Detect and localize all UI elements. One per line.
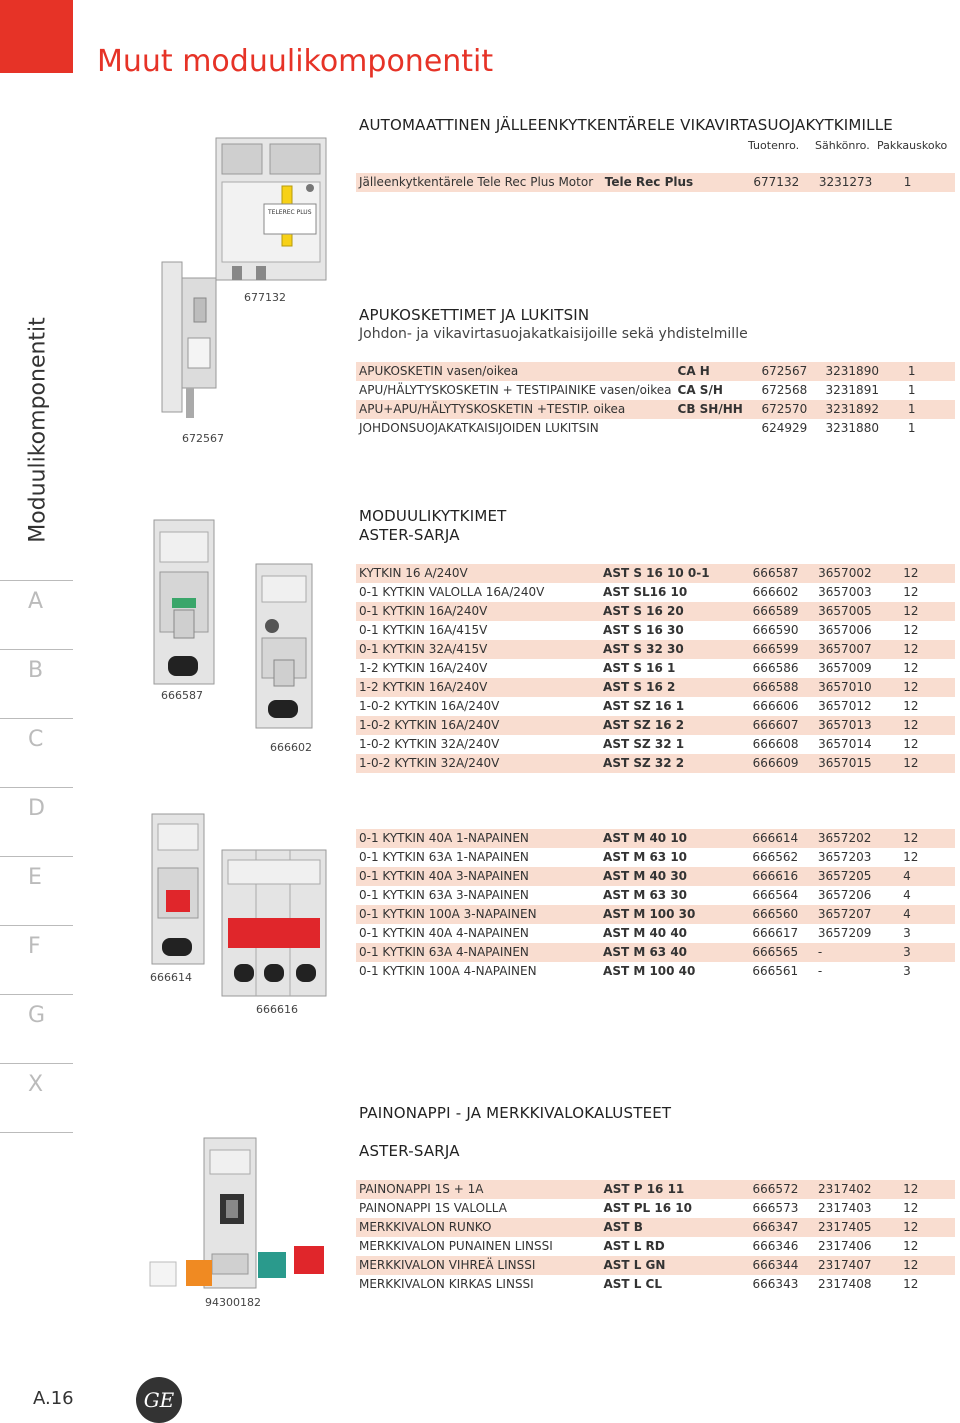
table-cell: 666573 [752,1201,799,1215]
table-cell: AST S 16 2 [600,678,750,697]
table-row [356,924,955,943]
table-cell: AST M 100 40 [603,964,696,978]
table-cell: 666616 [749,867,815,886]
table-cell: 666561 [752,964,799,978]
table-cell: 666588 [750,678,815,697]
letter-index-x[interactable]: X [0,1064,73,1133]
table-row [356,381,955,400]
table-cell: MERKKIVALON VIHREÄ LINSSI [356,1256,600,1275]
table-cell: 624929 [761,421,808,435]
table-cell: 666608 [752,737,799,751]
table-row [356,829,955,848]
apu-table [356,362,955,438]
table-cell: AST S 16 10 0-1 [600,564,750,583]
table-cell: 1 [907,421,916,435]
table-cell: AST M 63 30 [603,888,688,902]
page-title: Muut moduulikomponentit [97,44,494,79]
table-row [356,419,955,438]
table-cell: 666572 [750,1180,816,1199]
table-row [356,564,955,583]
header-product-no: Tuotenro. [748,139,800,152]
product-image-switch-666614 [148,810,208,968]
letter-index-a[interactable]: A [0,581,73,650]
table-cell: 666606 [752,699,799,713]
table-cell: 666587 [750,564,815,583]
table-row [356,659,955,678]
table-cell: APUKOSKETIN vasen/oikea [356,362,675,381]
apu-section-subtitle: Johdon- ja vikavirtasuojakatkaisijoille sekä yhdistelmille [359,326,748,342]
letter-index-b[interactable]: B [0,650,73,719]
table-cell: MERKKIVALON PUNAINEN LINSSI [359,1239,553,1253]
table-cell: 1-0-2 KYTKIN 32A/240V [356,754,600,773]
table-cell: MERKKIVALON RUNKO [356,1218,600,1237]
table-cell: 3657002 [815,564,900,583]
table-cell: 666590 [752,623,799,637]
relay-table [356,173,955,192]
table-cell: 3657206 [817,888,872,902]
table-cell: 3657209 [817,926,872,940]
table-row [356,400,955,419]
side-label: Moduulikomponentit [25,317,51,543]
table-cell: 12 [903,737,919,751]
letter-index-g[interactable]: G [0,995,73,1064]
table-cell: 12 [903,623,919,637]
switches-section-subtitle: ASTER-SARJA [359,526,460,544]
table-cell: 666562 [752,850,799,864]
table-cell: 1-2 KYTKIN 16A/240V [359,661,488,675]
product-image-switch-666587 [150,516,220,688]
table-cell: 1-0-2 KYTKIN 32A/240V [359,737,500,751]
relay-section-title: AUTOMAATTINEN JÄLLEENKYTKENTÄRELE VIKAVIRTASUOJAKYTKIMILLE [359,116,893,134]
table-row [356,716,955,735]
table-cell: 0-1 KYTKIN VALOLLA 16A/240V [359,585,545,599]
table-row [356,867,955,886]
table-cell: 3657006 [818,623,872,637]
switches-table-b [356,829,955,981]
table-cell: 12 [900,1256,955,1275]
table-cell: AST SZ 16 2 [600,716,750,735]
product-image-switch-666616 [218,846,330,1000]
table-row [356,848,955,867]
header-electric-no: Sähkönro. [815,139,870,152]
table-cell: 12 [903,850,919,864]
table-row [356,1218,955,1237]
table-row [356,678,955,697]
table-cell: AST SZ 16 1 [603,699,685,713]
page-number: A.16 [33,1388,74,1409]
table-cell: 666607 [750,716,815,735]
table-cell: 2317406 [818,1239,872,1253]
table-cell: MERKKIVALON KIRKAS LINSSI [359,1277,534,1291]
table-cell: 672570 [758,400,822,419]
table-row [356,602,955,621]
table-row [356,754,955,773]
caption-666587: 666587 [161,689,203,702]
table-cell: AST M 63 10 [603,850,688,864]
table-cell: 3 [903,964,911,978]
table-row [356,1275,955,1294]
buttons-section-subtitle: ASTER-SARJA [359,1142,460,1160]
ge-logo: GE [136,1377,182,1423]
product-image-pushbutton-set [146,1134,332,1294]
table-cell: 12 [900,564,955,583]
table-cell: AST PL 16 10 [603,1201,692,1215]
product-image-aux-contact [158,258,220,423]
table-cell: Tele Rec Plus [602,173,751,192]
table-cell: Jälleenkytkentärele Tele Rec Plus Motor [356,173,602,192]
table-cell: AST M 63 40 [600,943,749,962]
table-cell: 0-1 KYTKIN 63A 4-NAPAINEN [356,943,600,962]
table-cell: AST M 40 30 [600,867,749,886]
table-cell: 3657015 [815,754,900,773]
table-cell: JOHDONSUOJAKATKAISIJOIDEN LUKITSIN [359,421,599,435]
table-cell: 1-2 KYTKIN 16A/240V [356,678,600,697]
table-cell: 3657009 [818,661,872,675]
table-cell: 0-1 KYTKIN 40A 3-NAPAINEN [356,867,600,886]
table-cell: 4 [900,905,955,924]
buttons-table [356,1180,955,1294]
table-cell: AST L CL [603,1277,663,1291]
table-cell: 1 [905,400,955,419]
telerec-label: TELEREC PLUS [268,209,312,216]
letter-index-e[interactable]: E [0,857,73,926]
table-cell: AST M 40 40 [603,926,688,940]
caption-677132: 677132 [244,291,286,304]
table-cell: 666599 [750,640,815,659]
table-cell: AST SZ 32 2 [600,754,750,773]
table-cell: 12 [900,829,955,848]
table-cell: 2317402 [815,1180,900,1199]
table-cell: 0-1 KYTKIN 16A/240V [356,602,600,621]
table-cell: 3657007 [815,640,900,659]
table-cell: - [815,943,900,962]
table-cell: 1 [905,362,955,381]
table-row [356,362,955,381]
table-cell: 1-0-2 KYTKIN 16A/240V [356,716,600,735]
table-cell: 0-1 KYTKIN 40A 1-NAPAINEN [356,829,600,848]
table-cell [675,419,759,438]
table-cell: 3657205 [815,867,900,886]
caption-666614: 666614 [150,971,192,984]
table-cell: AST SL16 10 [603,585,688,599]
table-cell: 12 [903,1201,919,1215]
table-cell: PAINONAPPI 1S VALOLLA [359,1201,507,1215]
table-cell: 1 [907,383,916,397]
table-cell: 3657005 [815,602,900,621]
table-cell: 3 [900,943,955,962]
section-color-tab [0,0,73,73]
table-cell: 3657014 [818,737,872,751]
table-cell: AST S 32 30 [600,640,750,659]
table-cell: - [817,964,823,978]
table-cell: 666614 [749,829,815,848]
table-cell: 1-0-2 KYTKIN 16A/240V [359,699,500,713]
table-cell: 1 [901,173,955,192]
table-cell: AST P 16 11 [600,1180,749,1199]
header-pack-size: Pakkauskoko [877,139,948,152]
table-cell: 4 [903,888,911,902]
table-cell: 666602 [752,585,799,599]
table-cell: 666617 [752,926,799,940]
table-cell: 666586 [752,661,799,675]
caption-94300182: 94300182 [205,1296,261,1309]
table-cell: 666565 [749,943,815,962]
table-cell: 666609 [750,754,815,773]
letter-index-c[interactable]: C [0,719,73,788]
table-cell: 666343 [752,1277,799,1291]
table-cell: 2317407 [815,1256,900,1275]
table-cell: AST S 16 1 [603,661,676,675]
table-cell: AST B [600,1218,749,1237]
table-cell: 3657013 [815,716,900,735]
table-cell: 666346 [752,1239,799,1253]
table-cell: 3231273 [816,173,901,192]
table-row [356,173,955,192]
table-cell: 3657012 [818,699,872,713]
table-cell: 4 [900,867,955,886]
table-row [356,735,955,754]
table-cell: 2317405 [815,1218,900,1237]
table-cell: 666347 [750,1218,816,1237]
table-cell: 672567 [758,362,822,381]
buttons-section-title: PAINONAPPI - JA MERKKIVALOKALUSTEET [359,1104,672,1122]
table-cell: 0-1 KYTKIN 16A/415V [359,623,488,637]
table-cell: 12 [900,1180,955,1199]
table-cell: KYTKIN 16 A/240V [356,564,600,583]
table-cell: 12 [900,1218,955,1237]
table-cell: CA H [675,362,759,381]
apu-section-title: APUKOSKETTIMET JA LUKITSIN [359,306,590,324]
table-cell: 677132 [750,173,815,192]
table-cell: 12 [903,585,919,599]
table-cell: 666344 [750,1256,816,1275]
table-cell: 0-1 KYTKIN 63A 3-NAPAINEN [359,888,529,902]
table-cell: 12 [900,678,955,697]
table-cell: 12 [903,699,919,713]
table-row [356,1256,955,1275]
table-cell: 12 [900,602,955,621]
table-row [356,943,955,962]
table-cell: APU+APU/HÄLYTYSKOSKETIN +TESTIP. oikea [356,400,675,419]
table-row [356,1180,955,1199]
table-cell: CB SH/HH [675,400,759,419]
table-cell: 2317408 [818,1277,872,1291]
table-cell: 666560 [749,905,815,924]
table-cell: 3657203 [817,850,872,864]
table-cell: 3231890 [823,362,905,381]
caption-666602: 666602 [270,741,312,754]
switches-table-a [356,564,955,773]
caption-672567: 672567 [182,432,224,445]
table-cell: 3657207 [815,905,900,924]
table-cell: 3231880 [825,421,879,435]
table-cell: AST SZ 32 1 [603,737,685,751]
table-row [356,886,955,905]
table-cell: 12 [900,754,955,773]
table-cell: APU/HÄLYTYSKOSKETIN + TESTIPAINIKE vasen/oikea [359,383,672,397]
table-row [356,1237,955,1256]
table-row [356,962,955,981]
product-image-telerec [214,134,330,288]
table-cell: 3657003 [818,585,872,599]
table-cell: 0-1 KYTKIN 40A 4-NAPAINEN [359,926,529,940]
table-cell: 12 [903,1277,919,1291]
table-cell: PAINONAPPI 1S + 1A [356,1180,600,1199]
table-cell: 12 [903,1239,919,1253]
caption-666616: 666616 [256,1003,298,1016]
table-row [356,697,955,716]
table-cell: 666564 [752,888,799,902]
table-cell: AST L RD [603,1239,665,1253]
table-cell: 0-1 KYTKIN 63A 1-NAPAINEN [359,850,529,864]
table-cell: 3 [903,926,911,940]
switches-section-title: MODUULIKYTKIMET [359,507,507,525]
table-cell: AST S 16 30 [603,623,684,637]
table-cell: 12 [900,640,955,659]
table-cell: 3657010 [815,678,900,697]
table-cell: AST L GN [600,1256,749,1275]
table-cell: 666589 [750,602,815,621]
table-cell: 0-1 KYTKIN 32A/415V [356,640,600,659]
table-row [356,1199,955,1218]
product-image-switch-666602 [252,560,316,732]
table-row [356,905,955,924]
table-cell: AST S 16 20 [600,602,750,621]
table-cell: AST M 100 30 [600,905,749,924]
table-cell: 0-1 KYTKIN 100A 4-NAPAINEN [359,964,537,978]
table-row [356,621,955,640]
table-cell: 3657202 [815,829,900,848]
table-cell: 12 [900,716,955,735]
table-row [356,583,955,602]
table-cell: CA S/H [677,383,723,397]
letter-index-d[interactable]: D [0,788,73,857]
table-row [356,640,955,659]
table-cell: 12 [903,661,919,675]
letter-index-f[interactable]: F [0,926,73,995]
table-cell: 672568 [761,383,808,397]
table-cell: 3231891 [825,383,879,397]
table-cell: 3231892 [823,400,905,419]
table-cell: 0-1 KYTKIN 100A 3-NAPAINEN [356,905,600,924]
table-cell: AST M 40 10 [600,829,749,848]
table-cell: 2317403 [818,1201,872,1215]
